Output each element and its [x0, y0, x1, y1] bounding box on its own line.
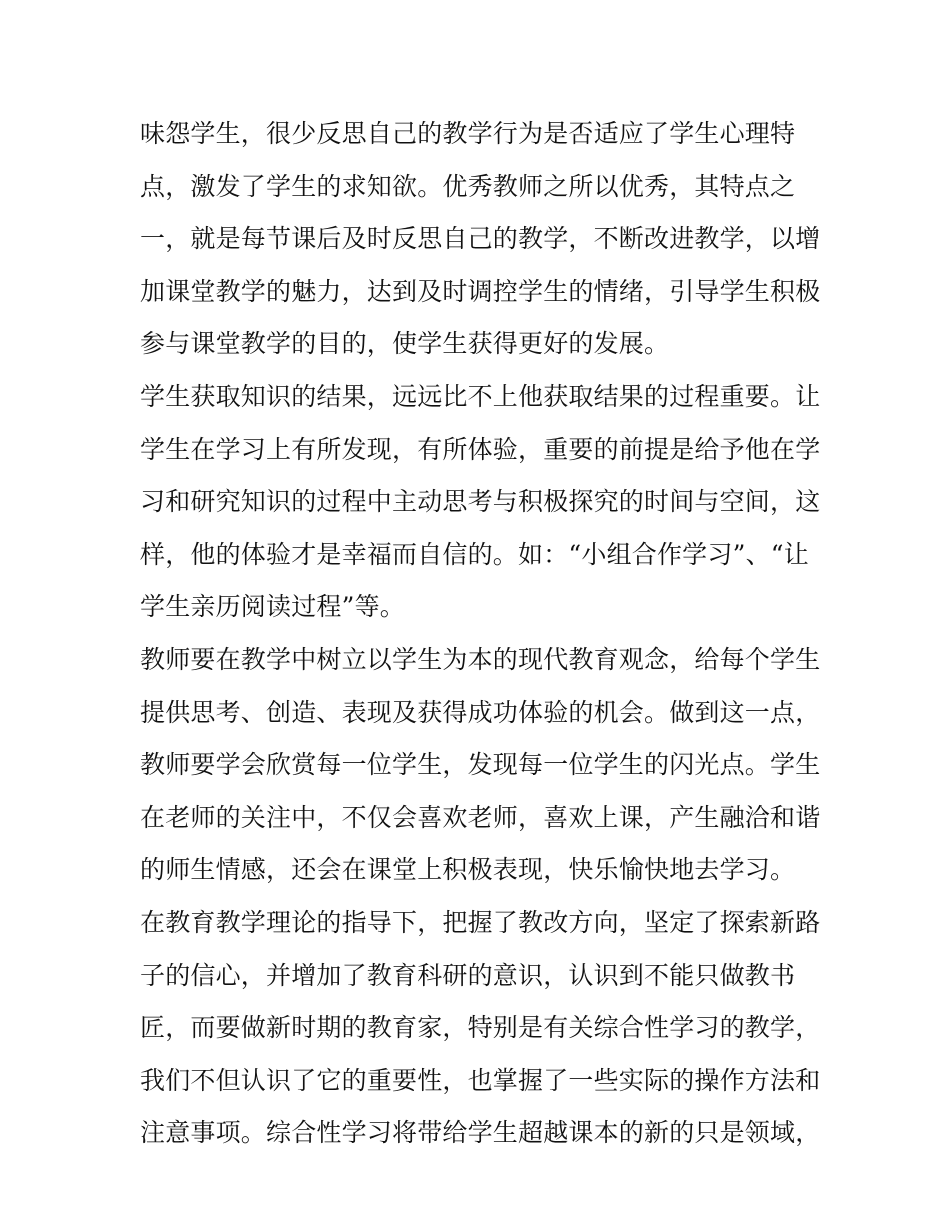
- text-line: 味怨学生，很少反思自己的教学行为是否适应了学生心理特: [140, 119, 796, 148]
- text-line: 教师要学会欣赏每一位学生，发现每一位学生的闪光点。学生: [140, 750, 821, 780]
- text-line: 提供思考、创造、表现及获得成功体验的机会。做到这一点，: [140, 697, 821, 727]
- text-line: 我们不但认识了它的重要性，也掌握了一些实际的操作方法和: [140, 1065, 821, 1095]
- text-line: 加课堂教学的魅力，达到及时调控学生的情绪，引导学生积极: [140, 276, 821, 306]
- text-line: 学生在学习上有所发现，有所体验，重要的前提是给予他在学: [140, 434, 821, 464]
- text-line: 在教育教学理论的指导下，把握了教改方向，坚定了探索新路: [140, 907, 821, 937]
- text-line: 在老师的关注中，不仅会喜欢老师，喜欢上课，产生融洽和谐: [140, 802, 821, 832]
- text-line: 注意事项。综合性学习将带给学生超越课本的新的只是领域，: [140, 1118, 821, 1148]
- document-body: [140, 108, 820, 1160]
- text-line: 学生获取知识的结果，远远比不上他获取结果的过程重要。让: [140, 381, 821, 411]
- text-line: 样，他的体验才是幸福而自信的。如：“小组合作学习”、“让: [140, 539, 809, 569]
- text-line: 一，就是每节课后及时反思自己的教学，不断改进教学，以增: [140, 224, 821, 254]
- text-line: 子的信心，并增加了教育科研的意识，认识到不能只做教书: [140, 960, 796, 990]
- text-line: 教师要在教学中树立以学生为本的现代教育观念，给每个学生: [140, 644, 821, 674]
- text-line: 的师生情感，还会在课堂上积极表现，快乐愉快地去学习。: [140, 855, 796, 885]
- text-line: 习和研究知识的过程中主动思考与积极探究的时间与空间，这: [140, 487, 821, 517]
- text-line: 匠，而要做新时期的教育家，特别是有关综合性学习的教学，: [140, 1013, 821, 1043]
- text-line: 参与课堂教学的目的，使学生获得更好的发展。: [140, 329, 670, 359]
- text-line: 学生亲历阅读过程”等。: [140, 592, 405, 622]
- text-line: 点，激发了学生的求知欲。优秀教师之所以优秀，其特点之: [140, 171, 796, 201]
